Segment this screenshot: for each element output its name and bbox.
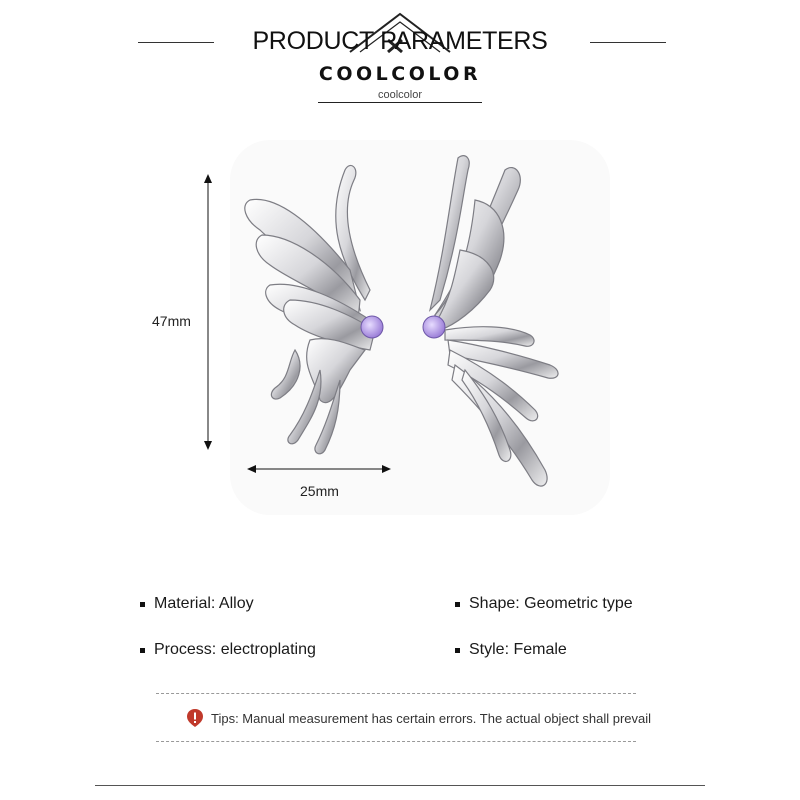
spec-material-text: Material: Alloy	[154, 595, 254, 612]
spec-material	[140, 595, 254, 613]
bullet-icon	[455, 648, 460, 653]
footer-rule	[95, 785, 705, 786]
bullet-icon	[455, 602, 460, 607]
spec-process-text: Process: electroplating	[154, 641, 316, 658]
spec-shape	[455, 595, 633, 613]
width-dimension-arrow	[247, 461, 391, 477]
height-label: 47mm	[152, 313, 191, 329]
tips-divider-top	[156, 693, 636, 694]
page-title: PRODUCT PARAMETERS	[252, 27, 548, 55]
warning-icon	[185, 708, 205, 728]
brand-subtitle: coolcolor	[377, 89, 423, 101]
bullet-icon	[140, 648, 145, 653]
spec-style-text: Style: Female	[469, 641, 567, 658]
spec-process	[140, 641, 316, 659]
brand-logo-text: COOLCOLOR	[318, 63, 482, 85]
right-gem	[423, 316, 445, 338]
spec-style	[455, 641, 567, 659]
left-gem	[361, 316, 383, 338]
tips-note	[185, 708, 651, 728]
spec-shape-text: Shape: Geometric type	[469, 595, 633, 612]
brand-underline	[318, 102, 482, 103]
tips-divider-bottom	[156, 741, 636, 742]
tips-text: Tips: Manual measurement has certain errors. The actual object shall prevail	[211, 710, 652, 726]
bullet-icon	[140, 602, 145, 607]
height-dimension-arrow	[200, 174, 216, 450]
width-label: 25mm	[300, 483, 339, 499]
